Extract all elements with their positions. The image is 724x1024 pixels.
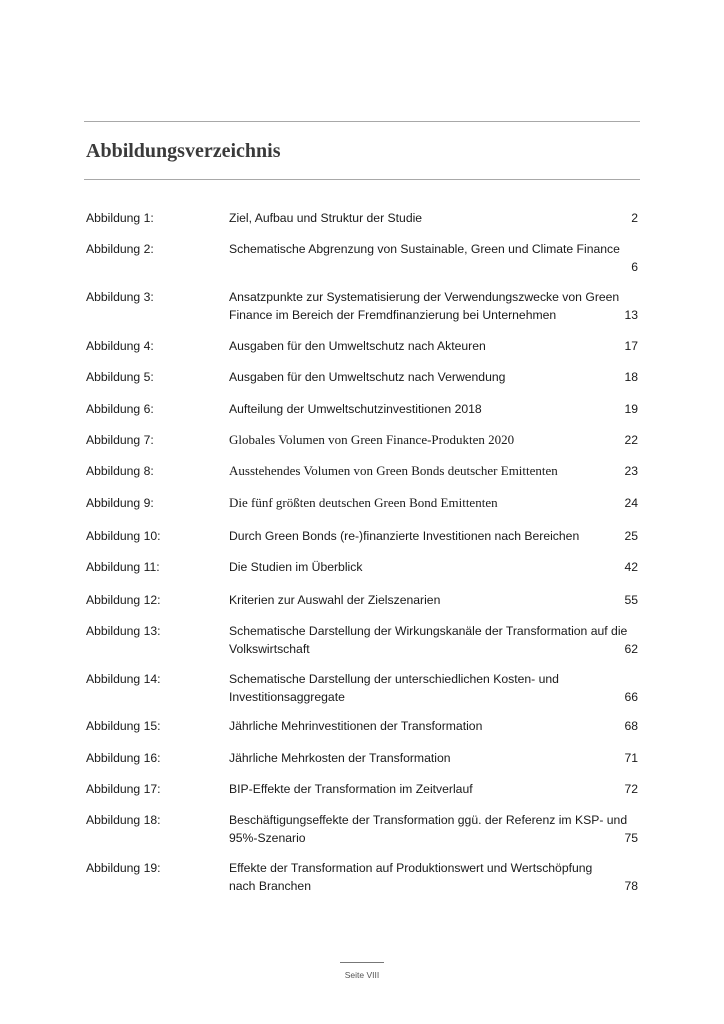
entry-page: 78 — [624, 879, 638, 893]
entry-label: Abbildung 10: — [86, 529, 161, 543]
entry-label: Abbildung 12: — [86, 593, 161, 607]
entry-title: Schematische Abgrenzung von Sustainable, Green und Climate Finance — [229, 242, 620, 256]
entry-title: Ausstehendes Volumen von Green Bonds deutscher Emittenten — [229, 463, 558, 478]
entry-label: Abbildung 16: — [86, 751, 161, 765]
entry-title: Durch Green Bonds (re-)finanzierte Investitionen nach Bereichen — [229, 529, 580, 543]
entry-label: Abbildung 5: — [86, 370, 154, 384]
entry-label: Abbildung 18: — [86, 813, 161, 827]
entry-page: 6 — [631, 260, 638, 274]
entry-page: 25 — [624, 529, 638, 543]
entry-label: Abbildung 19: — [86, 861, 161, 875]
entry-page: 24 — [624, 496, 638, 510]
header-rule-bottom — [84, 179, 640, 180]
header-rule-top — [84, 121, 640, 122]
entry-title: Jährliche Mehrinvestitionen der Transformation — [229, 719, 483, 733]
footer-rule — [340, 962, 384, 963]
entry-label: Abbildung 6: — [86, 402, 154, 416]
entry-title: Kriterien zur Auswahl der Zielszenarien — [229, 593, 441, 607]
page-number: Seite VIII — [344, 970, 380, 980]
entry-label: Abbildung 14: — [86, 672, 161, 686]
entry-label: Abbildung 7: — [86, 433, 154, 447]
entry-title: Effekte der Transformation auf Produktionswert und Wertschöpfung nach Branchen — [229, 861, 593, 893]
entry-label: Abbildung 13: — [86, 624, 161, 638]
entry-page: 62 — [624, 642, 638, 656]
entry-title: Ausgaben für den Umweltschutz nach Verwendung — [229, 370, 506, 384]
entry-page: 17 — [624, 339, 638, 353]
entry-page: 13 — [624, 308, 638, 322]
entry-title: BIP-Effekte der Transformation im Zeitverlauf — [229, 782, 473, 796]
entry-label: Abbildung 11: — [86, 560, 160, 574]
entry-page: 75 — [624, 831, 638, 845]
entry-title: Jährliche Mehrkosten der Transformation — [229, 751, 451, 765]
entry-title: Schematische Darstellung der unterschiedlichen Kosten- und Investitionsaggregate — [229, 672, 559, 704]
entry-page: 66 — [624, 690, 638, 704]
entry-title: Schematische Darstellung der Wirkungskanäle der Transformation auf die Volkswirtschaft — [229, 624, 628, 656]
entry-title: Aufteilung der Umweltschutzinvestitionen 2018 — [229, 402, 482, 416]
entry-page: 72 — [624, 782, 638, 796]
entry-label: Abbildung 15: — [86, 719, 161, 733]
entry-label: Abbildung 3: — [86, 290, 154, 304]
entry-title: Ausgaben für den Umweltschutz nach Akteuren — [229, 339, 486, 353]
entry-title: Beschäftigungseffekte der Transformation ggü. der Referenz im KSP- und 95%-Szenario — [229, 813, 628, 845]
entry-title: Globales Volumen von Green Finance-Produkten 2020 — [229, 432, 515, 447]
entry-page: 42 — [624, 560, 638, 574]
entry-title: Ansatzpunkte zur Systematisierung der Verwendungszwecke von Green Finance im Bereich der Fremdfinanzierung bei Unternehmen — [229, 290, 620, 322]
entry-label: Abbildung 8: — [86, 464, 154, 478]
entry-page: 2 — [631, 211, 638, 225]
entry-page: 68 — [624, 719, 638, 733]
entry-label: Abbildung 4: — [86, 339, 154, 353]
entry-label: Abbildung 9: — [86, 496, 154, 510]
entry-page: 22 — [624, 433, 638, 447]
entry-page: 71 — [624, 751, 638, 765]
entry-page: 55 — [624, 593, 638, 607]
entry-label: Abbildung 17: — [86, 782, 161, 796]
entry-title: Die Studien im Überblick — [229, 560, 363, 574]
entry-page: 18 — [624, 370, 638, 384]
entry-label: Abbildung 2: — [86, 242, 154, 256]
entry-label: Abbildung 1: — [86, 211, 154, 225]
entry-title: Ziel, Aufbau und Struktur der Studie — [229, 211, 423, 225]
page-title: Abbildungsverzeichnis — [86, 140, 281, 162]
entry-page: 19 — [624, 402, 638, 416]
entry-title: Die fünf größten deutschen Green Bond Emittenten — [229, 495, 498, 510]
entry-page: 23 — [624, 464, 638, 478]
